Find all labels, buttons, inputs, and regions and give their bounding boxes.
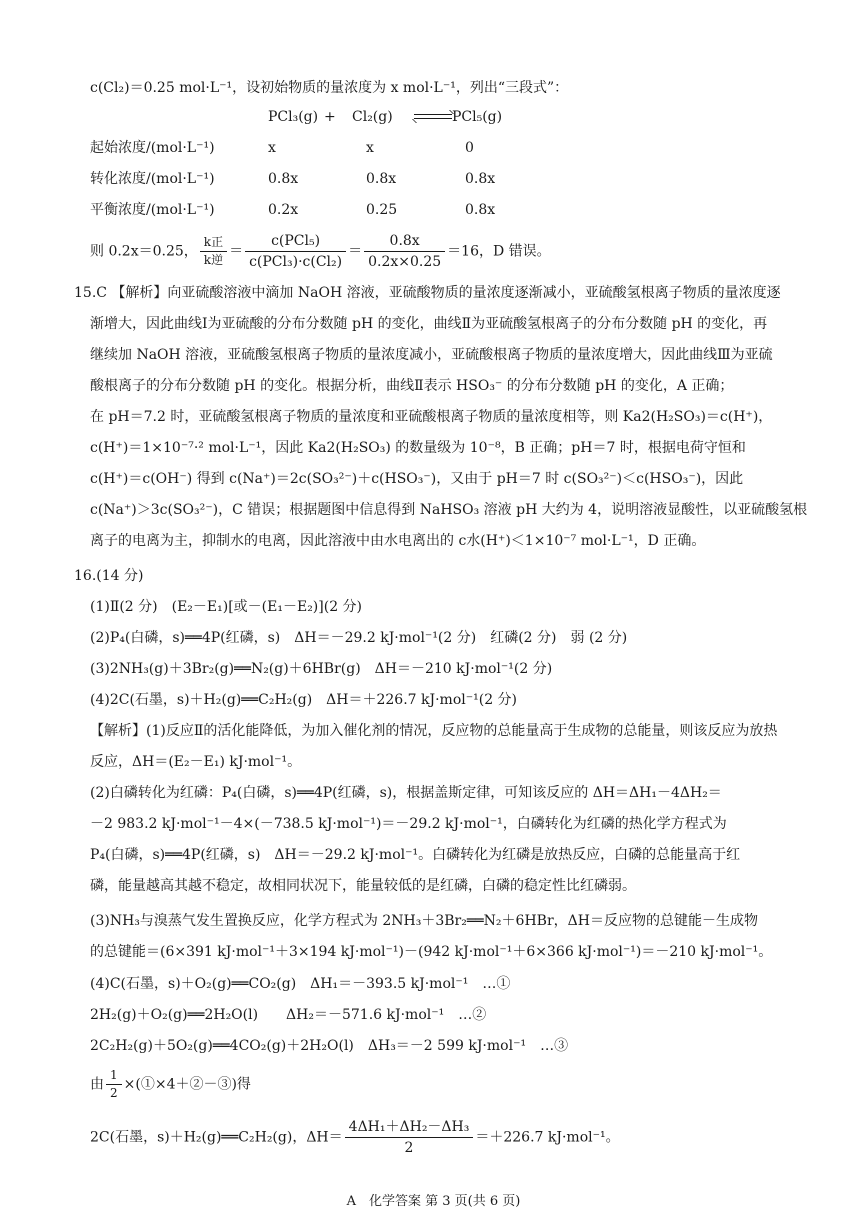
cell: x <box>366 140 374 156</box>
paragraph-line: 15.C 【解析】向亚硫酸溶液中滴加 NaOH 溶液，亚硫酸物质的量浓度逐渐减小，亚硫酸氢根离子物质的量浓度逐 <box>74 285 781 301</box>
analysis-line: 【解析】(1)反应Ⅱ的活化能降低，为加入催化剂的情况，反应物的总能量高于生成物的总能量，则该反应为放热 <box>90 723 778 739</box>
paragraph-line: c(H⁺)＝c(OH⁻) 得到 c(Na⁺)＝2c(SO₃²⁻)＋c(HSO₃⁻)，又由于 pH＝7 时 c(SO₃²⁻)＜c(HSO₃⁻)，因此 <box>90 471 744 487</box>
concentration-fraction: $\frac{\text{c(PCl₅)}}{\text{c(PCl₃)·c(Cl₂)}}$ <box>245 232 346 271</box>
paragraph-line: 离子的电离为主，抑制水的电离，因此溶液中由水电离出的 c水(H⁺)＜1×10⁻⁷ mol·L⁻¹，D 正确。 <box>90 533 706 549</box>
cell: 0.8x <box>465 202 496 218</box>
analysis-line: (2)白磷转化为红磷：P₄(白磷，s)══4P(红磷，s)，根据盖斯定律，可知该反应的 ΔH＝ΔH₁－4ΔH₂＝ <box>90 785 722 801</box>
enthalpy-fraction: $\frac{\text{4ΔH₁＋ΔH₂－ΔH₃}}{2}$ <box>345 1118 474 1157</box>
paragraph-line: 继续加 NaOH 溶液，亚硫酸氢根离子物质的量浓度减小，亚硫酸根离子物质的量浓度增大，因此曲线Ⅲ为亚硫 <box>90 347 773 363</box>
paragraph-line: c(H⁺)＝1×10⁻⁷·² mol·L⁻¹，因此 Ka2(H₂SO₃) 的数量级为 10⁻⁸，B 正确；pH＝7 时，根据电荷守恒和 <box>90 440 746 456</box>
answer-line: (2)P₄(白磷，s)══4P(红磷，s) ΔH＝－29.2 kJ·mol⁻¹(2 分) 红磷(2 分) 弱 (2 分) <box>90 630 628 646</box>
combine-step: 由 $\frac{1}{2}$ ×(①×4＋②－③)得 <box>90 1068 251 1100</box>
analysis-line: 的总键能＝(6×391 kJ·mol⁻¹＋3×194 kJ·mol⁻¹)－(942 kJ·mol⁻¹＋6×366 kJ·mol⁻¹)＝－210 kJ·mol⁻¹。 <box>90 944 773 960</box>
eq-product: PCl₅(g) <box>452 109 503 125</box>
question-header: 16.(14 分) <box>74 568 144 584</box>
cell: 0.2x <box>268 202 299 218</box>
final-result: 2C(石墨，s)＋H₂(g)══C₂H₂(g)，ΔH＝ $\frac{\text{4ΔH₁＋ΔH₂－ΔH₃}}{2}$ ＝＋226.7 kJ·mol⁻¹。 <box>90 1119 620 1156</box>
value-fraction: $\frac{0.8x}{0.2x\times 0.25}$ <box>364 232 445 271</box>
paragraph-line: c(Na⁺)＞3c(SO₃²⁻)，C 错误；根据题图中信息得到 NaHSO₃ 溶液 pH 大约为 4，说明溶液显酸性，以亚硫酸氢根 <box>90 502 808 518</box>
cell: 0.8x <box>465 171 496 187</box>
cell: 0 <box>465 140 474 156</box>
analysis-line: －2 983.2 kJ·mol⁻¹－4×(－738.5 kJ·mol⁻¹)＝－29.2 kJ·mol⁻¹，白磷转化为红磷的热化学方程式为 <box>90 816 727 832</box>
row-label: 起始浓度/(mol·L⁻¹) <box>90 140 215 156</box>
analysis-line: (3)NH₃与溴蒸气发生置换反应，化学方程式为 2NH₃＋3Br₂══N₂＋6HBr，ΔH＝反应物的总键能－生成物 <box>90 913 758 929</box>
cell: 0.8x <box>268 171 299 187</box>
half-fraction: $\frac{1}{2}$ <box>106 1068 122 1101</box>
rate-constant-calc: 则 0.2x＝0.25， $\frac{\text{k正}}{\text{k逆}}$ ＝ $\frac{\text{c(PCl₅)}}{\text{c(PCl₃)·c(Cl₂)}}$ ＝ $\frac{0.8x}{0.2x\times 0.25}$ ＝16，D 错误。 <box>90 233 551 270</box>
eq-reactant-2: Cl₂(g) <box>352 109 393 125</box>
thermo-equation-3: 2C₂H₂(g)＋5O₂(g)══4CO₂(g)＋2H₂O(l) ΔH₃＝－2 599 kJ·mol⁻¹ …③ <box>90 1038 569 1054</box>
cell: x <box>268 140 276 156</box>
cell: 0.8x <box>366 171 397 187</box>
paragraph-line: 渐增大，因此曲线Ⅰ为亚硫酸的分布分数随 pH 的变化，曲线Ⅱ为亚硫酸氢根离子的分布分数随 pH 的变化，再 <box>90 316 768 332</box>
answer-line: (4)2C(石墨，s)＋H₂(g)══C₂H₂(g) ΔH＝＋226.7 kJ·mol⁻¹(2 分) <box>90 692 518 708</box>
analysis-line: 磷，能量越高其越不稳定，故相同状况下，能量较低的是红磷，白磷的稳定性比红磷弱。 <box>90 878 636 894</box>
answer-line: (1)Ⅱ(2 分) (E₂－E₁)[或－(E₁－E₂)](2 分) <box>90 599 363 615</box>
analysis-line: P₄(白磷，s)══4P(红磷，s) ΔH＝－29.2 kJ·mol⁻¹。白磷转化为红磷是放热反应，白磷的总能量高于红 <box>90 847 741 863</box>
intro-line: c(Cl₂)＝0.25 mol·L⁻¹，设初始物质的量浓度为 x mol·L⁻¹，列出“三段式”： <box>90 80 569 96</box>
page-footer: A 化学答案 第 3 页(共 6 页) <box>346 1194 521 1209</box>
k-ratio-fraction: $\frac{\text{k正}}{\text{k逆}}$ <box>200 235 227 268</box>
row-label: 转化浓度/(mol·L⁻¹) <box>90 171 215 187</box>
eq-reactant-1: PCl₃(g) <box>268 109 319 125</box>
paragraph-line: 酸根离子的分布分数随 pH 的变化。根据分析，曲线Ⅱ表示 HSO₃⁻ 的分布分数随 pH 的变化，A 正确； <box>90 378 734 394</box>
paragraph-line: 在 pH＝7.2 时，亚硫酸氢根离子物质的量浓度和亚硫酸根离子物质的量浓度相等，则 Ka2(H₂SO₃)＝c(H⁺)， <box>90 409 773 425</box>
thermo-equation-1: (4)C(石墨，s)＋O₂(g)══CO₂(g) ΔH₁＝－393.5 kJ·mol⁻¹ …① <box>90 976 511 992</box>
answer-line: (3)2NH₃(g)＋3Br₂(g)══N₂(g)＋6HBr(g) ΔH＝－210 kJ·mol⁻¹(2 分) <box>90 661 553 677</box>
thermo-equation-2: 2H₂(g)＋O₂(g)══2H₂O(l) ΔH₂＝－571.6 kJ·mol⁻¹ …② <box>90 1007 487 1023</box>
row-label: 平衡浓度/(mol·L⁻¹) <box>90 202 215 218</box>
eq-plus: + <box>324 109 336 125</box>
analysis-line: 反应，ΔH＝(E₂－E₁) kJ·mol⁻¹。 <box>90 754 302 770</box>
cell: 0.25 <box>366 202 398 218</box>
